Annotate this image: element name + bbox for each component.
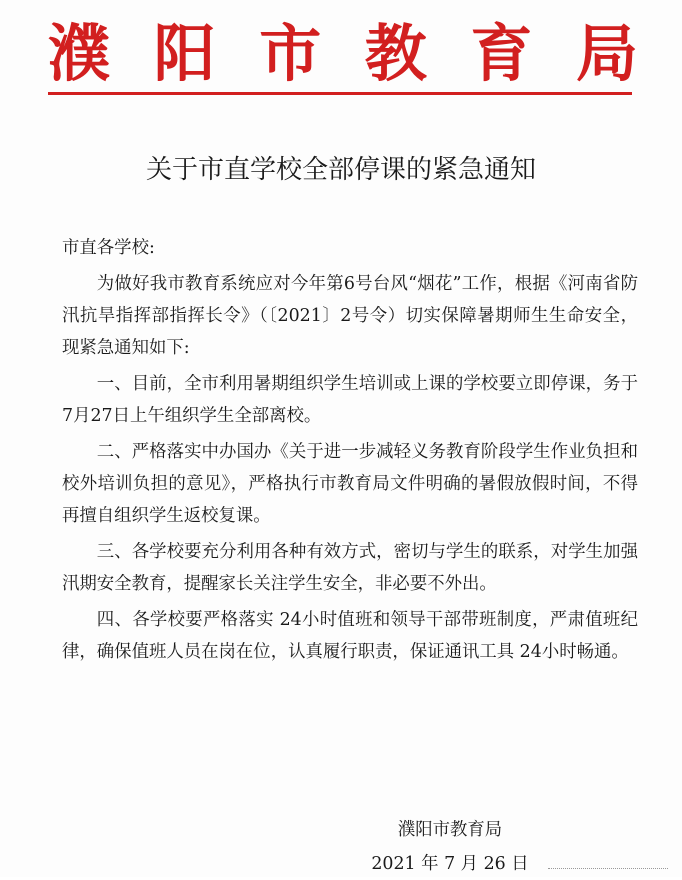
item-paragraph-4: 四、各学校要严格落实 24小时值班和领导干部带班制度，严肃值班纪律，确保值班人员在岗在位，认真履行职责，保证通讯工具 24小时畅通。 [62,610,638,662]
signature-date: 2021 年 7 月 26 日 [371,854,529,874]
intro-paragraph: 为做好我市教育系统应对今年第6号台风“烟花”工作，根据《河南省防汛抗旱指挥部指挥长令》（〔2021〕2号令）切实保障暑期师生生命安全，现紧急通知如下: [62,274,638,358]
header-char: 阳 [153,17,216,90]
header-char: 濮 [48,17,111,90]
header-char: 育 [470,17,533,90]
item-paragraph-1: 一、目前，全市利用暑期组织学生培训或上课的学校要立即停课，务于7月27日上午组织学生全部离校。 [62,374,638,426]
header-red-rule [48,92,632,95]
signature-org: 濮阳市教育局 [397,820,503,840]
header-char: 教 [364,17,427,90]
document-title: 关于市直学校全部停课的紧急通知 [145,155,536,185]
item-paragraph-3: 三、各学校要充分利用各种有效方式，密切与学生的联系，对学生加强汛期安全教育，提醒家长关注学生安全，非必要不外出。 [62,542,638,594]
issuing-authority-header [48,14,638,94]
salutation: 市直各学校: [62,238,155,258]
header-char: 局 [575,17,638,90]
header-char: 市 [259,17,322,90]
item-paragraph-2: 二、严格落实中办国办《关于进一步减轻义务教育阶段学生作业负担和校外培训负担的意见》，严格执行市教育局文件明确的暑假放假时间，不得再擅自组织学生返校复课。 [62,442,638,526]
scan-artifact [548,868,668,875]
document-body [62,232,638,672]
